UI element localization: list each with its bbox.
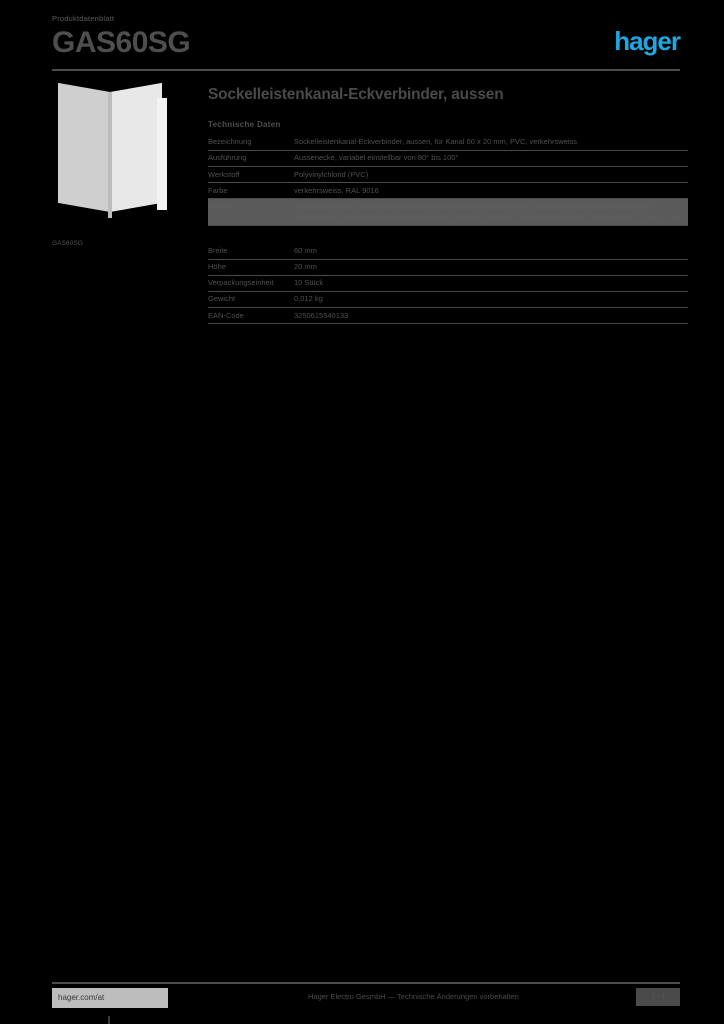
spec-label: EAN-Code [208, 308, 294, 324]
footer-tick-mark [108, 1016, 110, 1024]
spec-label: Werkstoff [208, 167, 294, 183]
product-code-heading: GAS60SG [52, 26, 191, 59]
product-panel-spine [108, 92, 112, 218]
document-footer [52, 988, 680, 1012]
table-row [208, 308, 688, 324]
table-row [208, 275, 688, 291]
table-row [208, 291, 688, 307]
table-row [208, 259, 688, 275]
table-row [208, 183, 688, 199]
header-divider [52, 69, 680, 71]
spec-value: 60 mm [294, 244, 688, 260]
product-image-caption: GAS60SG [52, 240, 84, 247]
document-header [52, 14, 680, 66]
spec-label: Bezeichnung [208, 135, 294, 151]
spec-label: Farbe [208, 183, 294, 199]
table-spacer-row [208, 225, 688, 244]
main-content [208, 86, 687, 324]
page-title: Sockelleistenkanal-Eckverbinder, aussen [208, 86, 504, 103]
spec-value: 10 Stück [294, 275, 688, 291]
document-reference: Produktdatenblatt [52, 14, 115, 23]
footer-legal-text: Hager Electro GesmbH — Technische Änderungen vorbehalten [308, 992, 519, 1001]
table-row [208, 135, 688, 151]
product-panel-left [58, 83, 110, 212]
spec-label: Breite [208, 244, 294, 260]
product-panel-right [110, 83, 162, 212]
spec-value: 20 mm [294, 259, 688, 275]
spec-value: 3250615540133 [294, 308, 688, 324]
spec-value: Aussenecke, variabel einstellbar von 80° bis 100° [294, 150, 688, 166]
spec-label: Verpackungseinheit [208, 275, 294, 291]
spec-label: Hinweis [208, 199, 294, 225]
table-row [208, 150, 688, 166]
spec-label: Höhe [208, 259, 294, 275]
spec-label: Ausführung [208, 150, 294, 166]
table-row-highlighted [208, 199, 688, 225]
spec-label: Gewicht [208, 291, 294, 307]
table-row [208, 244, 688, 260]
spec-value: 0,012 kg [294, 291, 688, 307]
page-number: 1 / 1 [636, 988, 680, 1006]
spec-value: verkehrsweiss, RAL 9016 [294, 183, 688, 199]
hager-logo: hager [614, 26, 680, 56]
spec-value: Der Eckverbinder wird auf den Kanaloberteil aufgeklipst und deckt den Stossbereich der beiden Kanalenden vollständig ab. Die Montage erfolgt werkzeuglos. Passend zu allen Sockelleistenkanälen der Baureihe SL 60 x 20 mm. [294, 199, 688, 225]
product-panel-edge [157, 98, 167, 210]
specification-table [208, 135, 688, 324]
product-illustration [58, 92, 166, 232]
website-link[interactable]: hager.com/at [52, 988, 168, 1008]
section-heading-technical-data: Technische Daten [208, 119, 281, 129]
spec-value: Polyvinylchlorid (PVC) [294, 167, 688, 183]
footer-divider [52, 982, 680, 984]
product-image-block [52, 88, 178, 247]
spec-value: Sockelleistenkanal-Eckverbinder, aussen, für Kanal 60 x 20 mm, PVC, verkehrsweiss [294, 135, 688, 151]
table-row [208, 167, 688, 183]
